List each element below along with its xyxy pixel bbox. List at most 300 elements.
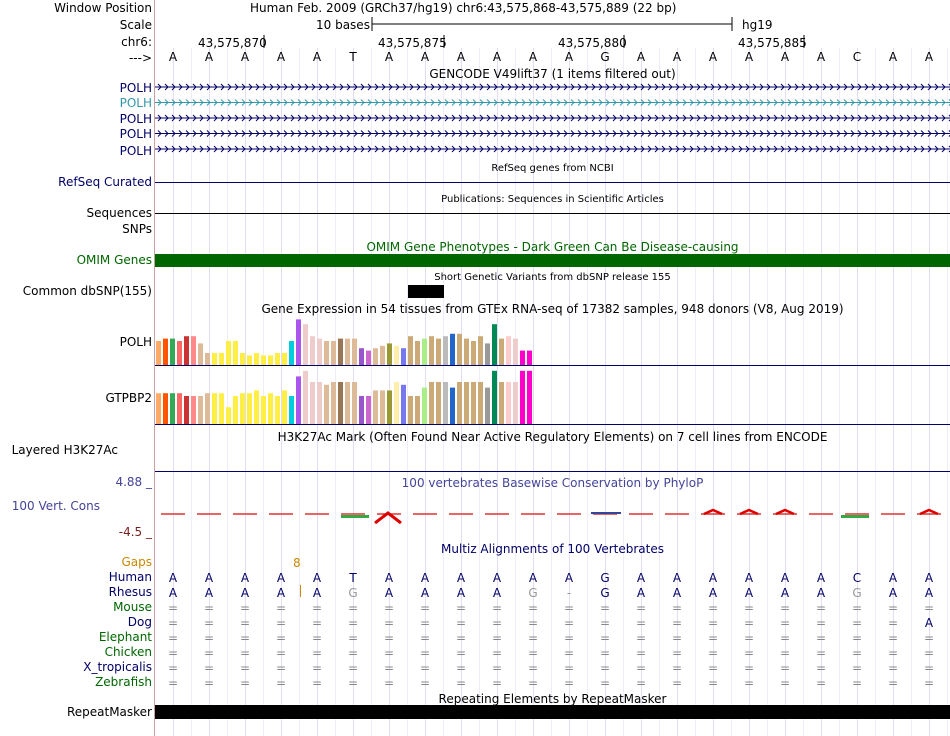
gtex-bar-gtpbp2: [226, 407, 231, 424]
snps-track-label[interactable]: SNPs: [122, 222, 152, 236]
gtex-bar-gtpbp2: [408, 396, 413, 424]
alignment-base: A: [240, 571, 250, 585]
omim-bar: [155, 254, 950, 267]
multiz-track-title: Multiz Alignments of 100 Vertebrates: [440, 542, 665, 556]
alignment-base: T: [349, 571, 357, 585]
gtex-bar-gtpbp2: [156, 393, 161, 424]
gtex-bar-gtpbp2: [205, 393, 210, 424]
gtex-bar-polh: [268, 355, 273, 365]
gtex-bar-polh: [198, 343, 203, 365]
gtex-bar-gtpbp2: [212, 393, 217, 424]
phylop-track-label[interactable]: 100 Vert. Cons: [11, 499, 100, 513]
gtex-bar-polh: [289, 341, 294, 365]
gtex-bar-polh: [387, 343, 392, 365]
gtex-bar-polh: [485, 343, 490, 365]
track-image-area[interactable]: [155, 0, 950, 736]
alignment-base: =: [887, 661, 899, 675]
alignment-base: =: [599, 631, 611, 645]
multiz-gaps-label: Gaps: [121, 555, 152, 569]
alignment-base: =: [239, 676, 251, 690]
alignment-base: =: [311, 616, 323, 630]
gtex-bar-gtpbp2: [282, 390, 287, 424]
alignment-base: =: [203, 676, 215, 690]
gtex-bar-gtpbp2: [296, 376, 301, 424]
alignment-base: =: [851, 676, 863, 690]
gtex-bar-polh: [394, 346, 399, 365]
alignment-base: =: [527, 646, 539, 660]
alignment-base: =: [347, 616, 359, 630]
alignment-base: =: [851, 646, 863, 660]
gtex-bar-polh: [219, 353, 224, 365]
gtex-bar-gtpbp2: [513, 382, 518, 424]
base-letter: G: [600, 50, 610, 64]
gtex-bar-polh: [359, 348, 364, 365]
gtex-bar-polh: [177, 341, 182, 365]
alignment-base: G: [348, 586, 358, 600]
alignment-base: A: [780, 571, 790, 585]
publications-track-title: Publications: Sequences in Scientific Articles: [441, 194, 664, 205]
alignment-base: =: [707, 676, 719, 690]
gtex-bar-gtpbp2: [240, 393, 245, 424]
gencode-item-label-4[interactable]: POLH: [119, 127, 152, 141]
alignment-base: =: [491, 601, 503, 615]
gtex-bar-gtpbp2: [261, 396, 266, 424]
alignment-base: =: [887, 616, 899, 630]
alignment-base: =: [779, 631, 791, 645]
gtex-bar-gtpbp2: [436, 382, 441, 424]
alignment-base: =: [491, 616, 503, 630]
alignment-base: =: [815, 661, 827, 675]
alignment-base: A: [744, 571, 754, 585]
alignment-base: =: [635, 601, 647, 615]
gtex-bar-gtpbp2: [317, 382, 322, 424]
base-letter: A: [924, 50, 934, 64]
alignment-base: A: [744, 586, 754, 600]
alignment-base: =: [383, 676, 395, 690]
alignment-base: A: [276, 586, 286, 600]
alignment-base: =: [383, 646, 395, 660]
gtex-bar-gtpbp2: [289, 396, 294, 424]
alignment-base: =: [491, 646, 503, 660]
alignment-base: =: [563, 601, 575, 615]
alignment-base: =: [887, 601, 899, 615]
alignment-base: A: [888, 586, 898, 600]
gtex-bar-polh: [408, 336, 413, 365]
gtex-bar-polh: [499, 339, 504, 365]
gtex-bar-polh: [275, 353, 280, 365]
gtex-bar-gtpbp2: [478, 382, 483, 424]
gtex-bar-gtpbp2: [520, 371, 525, 424]
alignment-base: =: [347, 631, 359, 645]
gtex-bar-polh: [520, 351, 525, 365]
base-letter: A: [636, 50, 646, 64]
scale-label: Scale: [119, 18, 152, 32]
species-label-rhesus[interactable]: Rhesus: [108, 585, 152, 599]
alignment-base: =: [815, 646, 827, 660]
alignment-base: =: [779, 646, 791, 660]
alignment-base: =: [923, 661, 935, 675]
multiz-gap-count: 8: [293, 556, 301, 570]
alignment-base: A: [564, 571, 574, 585]
gencode-item-label-1[interactable]: POLH: [119, 81, 152, 95]
gtex-bar-gtpbp2: [422, 388, 427, 424]
base-letter: A: [672, 50, 682, 64]
alignment-base: =: [383, 601, 395, 615]
gtex-bar-gtpbp2: [268, 393, 273, 424]
alignment-base: A: [204, 586, 214, 600]
gtex-bar-polh: [401, 348, 406, 365]
gtex-bar-polh: [422, 339, 427, 365]
gtex-bar-gtpbp2: [275, 396, 280, 424]
alignment-base: =: [887, 631, 899, 645]
base-letter: A: [168, 50, 178, 64]
alignment-base: =: [527, 676, 539, 690]
base-letter: A: [528, 50, 538, 64]
alignment-base: =: [563, 646, 575, 660]
gencode-item-label-3[interactable]: POLH: [119, 112, 152, 126]
alignment-base: =: [707, 661, 719, 675]
track-canvas[interactable]: [155, 0, 950, 736]
base-letter: A: [456, 50, 466, 64]
alignment-base: =: [599, 616, 611, 630]
alignment-base: =: [851, 601, 863, 615]
omim-track-label[interactable]: OMIM Genes: [76, 253, 152, 267]
gtex-bar-polh: [296, 319, 301, 365]
alignment-base: =: [455, 601, 467, 615]
alignment-base: G: [852, 586, 862, 600]
gtex-bar-polh: [352, 339, 357, 365]
alignment-base: =: [599, 601, 611, 615]
base-letter: A: [240, 50, 250, 64]
alignment-base: =: [635, 676, 647, 690]
alignment-base: =: [347, 646, 359, 660]
alignment-base: =: [239, 661, 251, 675]
alignment-base: =: [599, 661, 611, 675]
phylop-negative-mark: [841, 515, 869, 518]
alignment-base: =: [419, 631, 431, 645]
alignment-base: A: [636, 571, 646, 585]
alignment-base: =: [311, 631, 323, 645]
alignment-base: =: [275, 631, 287, 645]
gtex-track-title: Gene Expression in 54 tissues from GTEx RNA-seq of 17382 samples, 948 donors (V8, Aug 2019): [261, 302, 844, 316]
gtex-bar-gtpbp2: [177, 393, 182, 424]
alignment-base: =: [203, 661, 215, 675]
gtex-bar-polh: [184, 336, 189, 365]
alignment-base: =: [311, 676, 323, 690]
alignment-base: A: [528, 571, 538, 585]
base-letter: A: [276, 50, 286, 64]
alignment-base: =: [923, 646, 935, 660]
gtex-bar-gtpbp2: [429, 382, 434, 424]
alignment-base: =: [383, 661, 395, 675]
alignment-base: =: [239, 601, 251, 615]
gtex-bar-polh: [331, 341, 336, 365]
species-label-xtropicalis[interactable]: X_tropicalis: [83, 660, 152, 674]
phylop-negative-mark: [591, 512, 621, 514]
alignment-base: =: [491, 631, 503, 645]
gtex-bar-gtpbp2: [338, 382, 343, 424]
species-label-mouse[interactable]: Mouse: [113, 600, 152, 614]
repeatmasker-track-label[interactable]: RepeatMasker: [66, 705, 152, 719]
base-letter: T: [349, 50, 357, 64]
species-label-dog[interactable]: Dog: [127, 615, 152, 629]
alignment-base: =: [419, 646, 431, 660]
h3k27ac-track-title: H3K27Ac Mark (Often Found Near Active Regulatory Elements) on 7 cell lines from ENCODE: [277, 430, 828, 444]
alignment-base: A: [816, 571, 826, 585]
gencode-item-label-5[interactable]: POLH: [119, 144, 152, 158]
gtex-bar-gtpbp2: [359, 396, 364, 424]
alignment-base: =: [743, 676, 755, 690]
alignment-base: A: [240, 586, 250, 600]
gtex-bar-polh: [254, 353, 259, 365]
alignment-base: =: [563, 616, 575, 630]
alignment-base: A: [672, 586, 682, 600]
alignment-base: A: [924, 586, 934, 600]
alignment-base: =: [671, 676, 683, 690]
alignment-base: =: [851, 661, 863, 675]
alignment-base: =: [419, 616, 431, 630]
gtex-bar-gtpbp2: [198, 396, 203, 424]
alignment-base: =: [815, 601, 827, 615]
gtex-bar-polh: [450, 334, 455, 365]
alignment-base: =: [599, 676, 611, 690]
coord-tick-3: 43,575,880: [558, 36, 627, 50]
species-label-elephant[interactable]: Elephant: [98, 630, 152, 644]
base-letter: A: [312, 50, 322, 64]
gtex-bar-polh: [338, 339, 343, 365]
alignment-base: =: [167, 616, 179, 630]
base-letter: A: [420, 50, 430, 64]
alignment-base: =: [743, 646, 755, 660]
alignment-base: =: [743, 661, 755, 675]
alignment-base: A: [312, 571, 322, 585]
gtex-bar-polh: [527, 351, 532, 365]
alignment-base: =: [599, 646, 611, 660]
gtex-bar-polh: [212, 353, 217, 365]
alignment-base: =: [419, 601, 431, 615]
gtex-bar-gtpbp2: [310, 382, 315, 424]
gtex-bar-polh: [156, 341, 161, 365]
species-label-human[interactable]: Human: [108, 570, 152, 584]
gtex-bar-gtpbp2: [506, 382, 511, 424]
gtex-bar-polh: [464, 339, 469, 365]
alignment-base: =: [311, 661, 323, 675]
gtex-bar-polh: [226, 341, 231, 365]
gencode-item-label-2[interactable]: POLH: [119, 96, 152, 110]
refseq-track-title: RefSeq genes from NCBI: [491, 163, 614, 174]
gtex-bar-polh: [170, 339, 175, 365]
alignment-base: =: [815, 676, 827, 690]
alignment-base: A: [420, 586, 430, 600]
alignment-base: =: [635, 616, 647, 630]
alignment-base: =: [275, 661, 287, 675]
base-letter: A: [744, 50, 754, 64]
alignment-base: =: [923, 601, 935, 615]
alignment-base: =: [275, 646, 287, 660]
dbsnp-variant: [408, 285, 444, 298]
alignment-base: =: [347, 601, 359, 615]
gtex-bar-gtpbp2: [380, 390, 385, 424]
dbsnp-track-label[interactable]: Common dbSNP(155): [22, 284, 152, 298]
gtex-bar-gtpbp2: [394, 382, 399, 424]
alignment-base: =: [851, 616, 863, 630]
base-letter: A: [816, 50, 826, 64]
gtex-bar-polh: [471, 341, 476, 365]
alignment-base: A: [708, 571, 718, 585]
alignment-base: =: [563, 661, 575, 675]
alignment-base: A: [672, 571, 682, 585]
gtex-bar-polh: [366, 351, 371, 365]
alignment-base: =: [347, 661, 359, 675]
gtex-gene-label-polh[interactable]: POLH: [119, 335, 152, 349]
base-letter: A: [492, 50, 502, 64]
alignment-base: C: [852, 571, 862, 585]
alignment-base: =: [455, 661, 467, 675]
alignment-base: =: [527, 631, 539, 645]
gtex-bar-gtpbp2: [499, 382, 504, 424]
gtex-bar-polh: [506, 336, 511, 365]
alignment-base: -: [566, 586, 572, 600]
strand-label: --->: [128, 51, 152, 65]
gtex-bar-gtpbp2: [184, 396, 189, 424]
alignment-base: =: [311, 646, 323, 660]
alignment-base: =: [851, 631, 863, 645]
alignment-base: =: [239, 631, 251, 645]
alignment-base: A: [312, 586, 322, 600]
alignment-base: =: [923, 676, 935, 690]
alignment-base: =: [671, 661, 683, 675]
alignment-base: =: [203, 616, 215, 630]
alignment-base: =: [815, 616, 827, 630]
alignment-base: =: [455, 616, 467, 630]
alignment-base: =: [239, 616, 251, 630]
gtex-bar-polh: [457, 334, 462, 365]
alignment-base: =: [203, 631, 215, 645]
alignment-base: =: [383, 631, 395, 645]
alignment-base: =: [527, 601, 539, 615]
gtex-bar-gtpbp2: [450, 388, 455, 424]
alignment-base: A: [924, 571, 934, 585]
gtex-bar-polh: [303, 324, 308, 365]
refseq-track-label[interactable]: RefSeq Curated: [58, 175, 152, 189]
alignment-base: A: [384, 586, 394, 600]
alignment-base: =: [779, 661, 791, 675]
gtex-bar-gtpbp2: [443, 382, 448, 424]
gtex-bar-polh: [191, 336, 196, 365]
gtex-gene-label-gtpbp2[interactable]: GTPBP2: [105, 391, 152, 405]
gtex-bar-gtpbp2: [401, 385, 406, 424]
species-label-chicken[interactable]: Chicken: [104, 645, 152, 659]
coord-tick-1: 43,575,870: [198, 36, 267, 50]
base-letter: A: [384, 50, 394, 64]
gtex-bar-polh: [310, 336, 315, 365]
alignment-base: =: [779, 616, 791, 630]
gtex-bar-polh: [240, 353, 245, 365]
h3k27ac-track-label[interactable]: Layered H3K27Ac: [11, 443, 118, 457]
coord-tick-4: 43,575,885: [738, 36, 807, 50]
window-position-value: Human Feb. 2009 (GRCh37/hg19) chr6:43,575,868-43,575,889 (22 bp): [250, 1, 677, 15]
gtex-bar-gtpbp2: [303, 371, 308, 424]
gtex-bar-polh: [380, 346, 385, 365]
alignment-base: A: [456, 586, 466, 600]
gtex-bar-polh: [282, 353, 287, 365]
window-position-label: Window Position: [54, 1, 152, 15]
gtex-bar-polh: [478, 336, 483, 365]
publications-track-label[interactable]: Sequences: [86, 206, 152, 220]
gtex-bar-polh: [513, 339, 518, 365]
gtex-bar-gtpbp2: [163, 393, 168, 424]
gtex-bar-gtpbp2: [219, 393, 224, 424]
alignment-base: =: [635, 631, 647, 645]
alignment-base: A: [924, 616, 934, 630]
base-letter: A: [708, 50, 718, 64]
alignment-base: =: [707, 616, 719, 630]
alignment-base: =: [671, 631, 683, 645]
alignment-base: =: [635, 661, 647, 675]
alignment-base: A: [420, 571, 430, 585]
alignment-base: =: [707, 646, 719, 660]
alignment-base: =: [635, 646, 647, 660]
alignment-base: =: [491, 676, 503, 690]
alignment-base: =: [275, 676, 287, 690]
repeatmasker-bar: [155, 705, 950, 719]
gtex-bar-polh: [373, 348, 378, 365]
coord-tick-2: 43,575,875: [378, 36, 447, 50]
alignment-base: =: [527, 616, 539, 630]
alignment-base: =: [203, 646, 215, 660]
gtex-bar-gtpbp2: [527, 371, 532, 424]
alignment-base: =: [815, 631, 827, 645]
gtex-bar-polh: [436, 339, 441, 365]
alignment-base: A: [708, 586, 718, 600]
alignment-base: A: [456, 571, 466, 585]
phylop-negative-mark: [341, 515, 369, 518]
alignment-base: =: [527, 661, 539, 675]
gtex-bar-gtpbp2: [387, 390, 392, 424]
gtex-bar-gtpbp2: [457, 382, 462, 424]
scale-bar-text: 10 bases: [316, 18, 370, 32]
alignment-base: =: [779, 676, 791, 690]
gtex-bar-polh: [205, 353, 210, 365]
gtex-bar-polh: [317, 339, 322, 365]
gtex-bar-gtpbp2: [247, 393, 252, 424]
alignment-base: A: [204, 571, 214, 585]
phylop-track-title: 100 vertebrates Basewise Conservation by PhyloP: [401, 476, 704, 490]
alignment-base: =: [455, 631, 467, 645]
alignment-base: =: [167, 601, 179, 615]
gtex-bar-polh: [429, 336, 434, 365]
base-letter: A: [780, 50, 790, 64]
gtex-bar-gtpbp2: [485, 388, 490, 424]
gtex-bar-polh: [415, 341, 420, 365]
alignment-base: =: [203, 601, 215, 615]
alignment-base: =: [383, 616, 395, 630]
alignment-base: A: [636, 586, 646, 600]
chrom-label: chr6:: [121, 35, 152, 49]
gtex-bar-gtpbp2: [373, 390, 378, 424]
gtex-bar-polh: [345, 339, 350, 365]
gtex-bar-polh: [163, 339, 168, 365]
gtex-bar-gtpbp2: [345, 382, 350, 424]
alignment-base: =: [167, 646, 179, 660]
assembly-label: hg19: [742, 18, 773, 32]
species-label-zebrafish[interactable]: Zebrafish: [95, 675, 152, 689]
alignment-base: =: [887, 646, 899, 660]
alignment-base: =: [779, 601, 791, 615]
alignment-base: =: [419, 661, 431, 675]
alignment-base: =: [923, 631, 935, 645]
gtex-bar-polh: [324, 341, 329, 365]
